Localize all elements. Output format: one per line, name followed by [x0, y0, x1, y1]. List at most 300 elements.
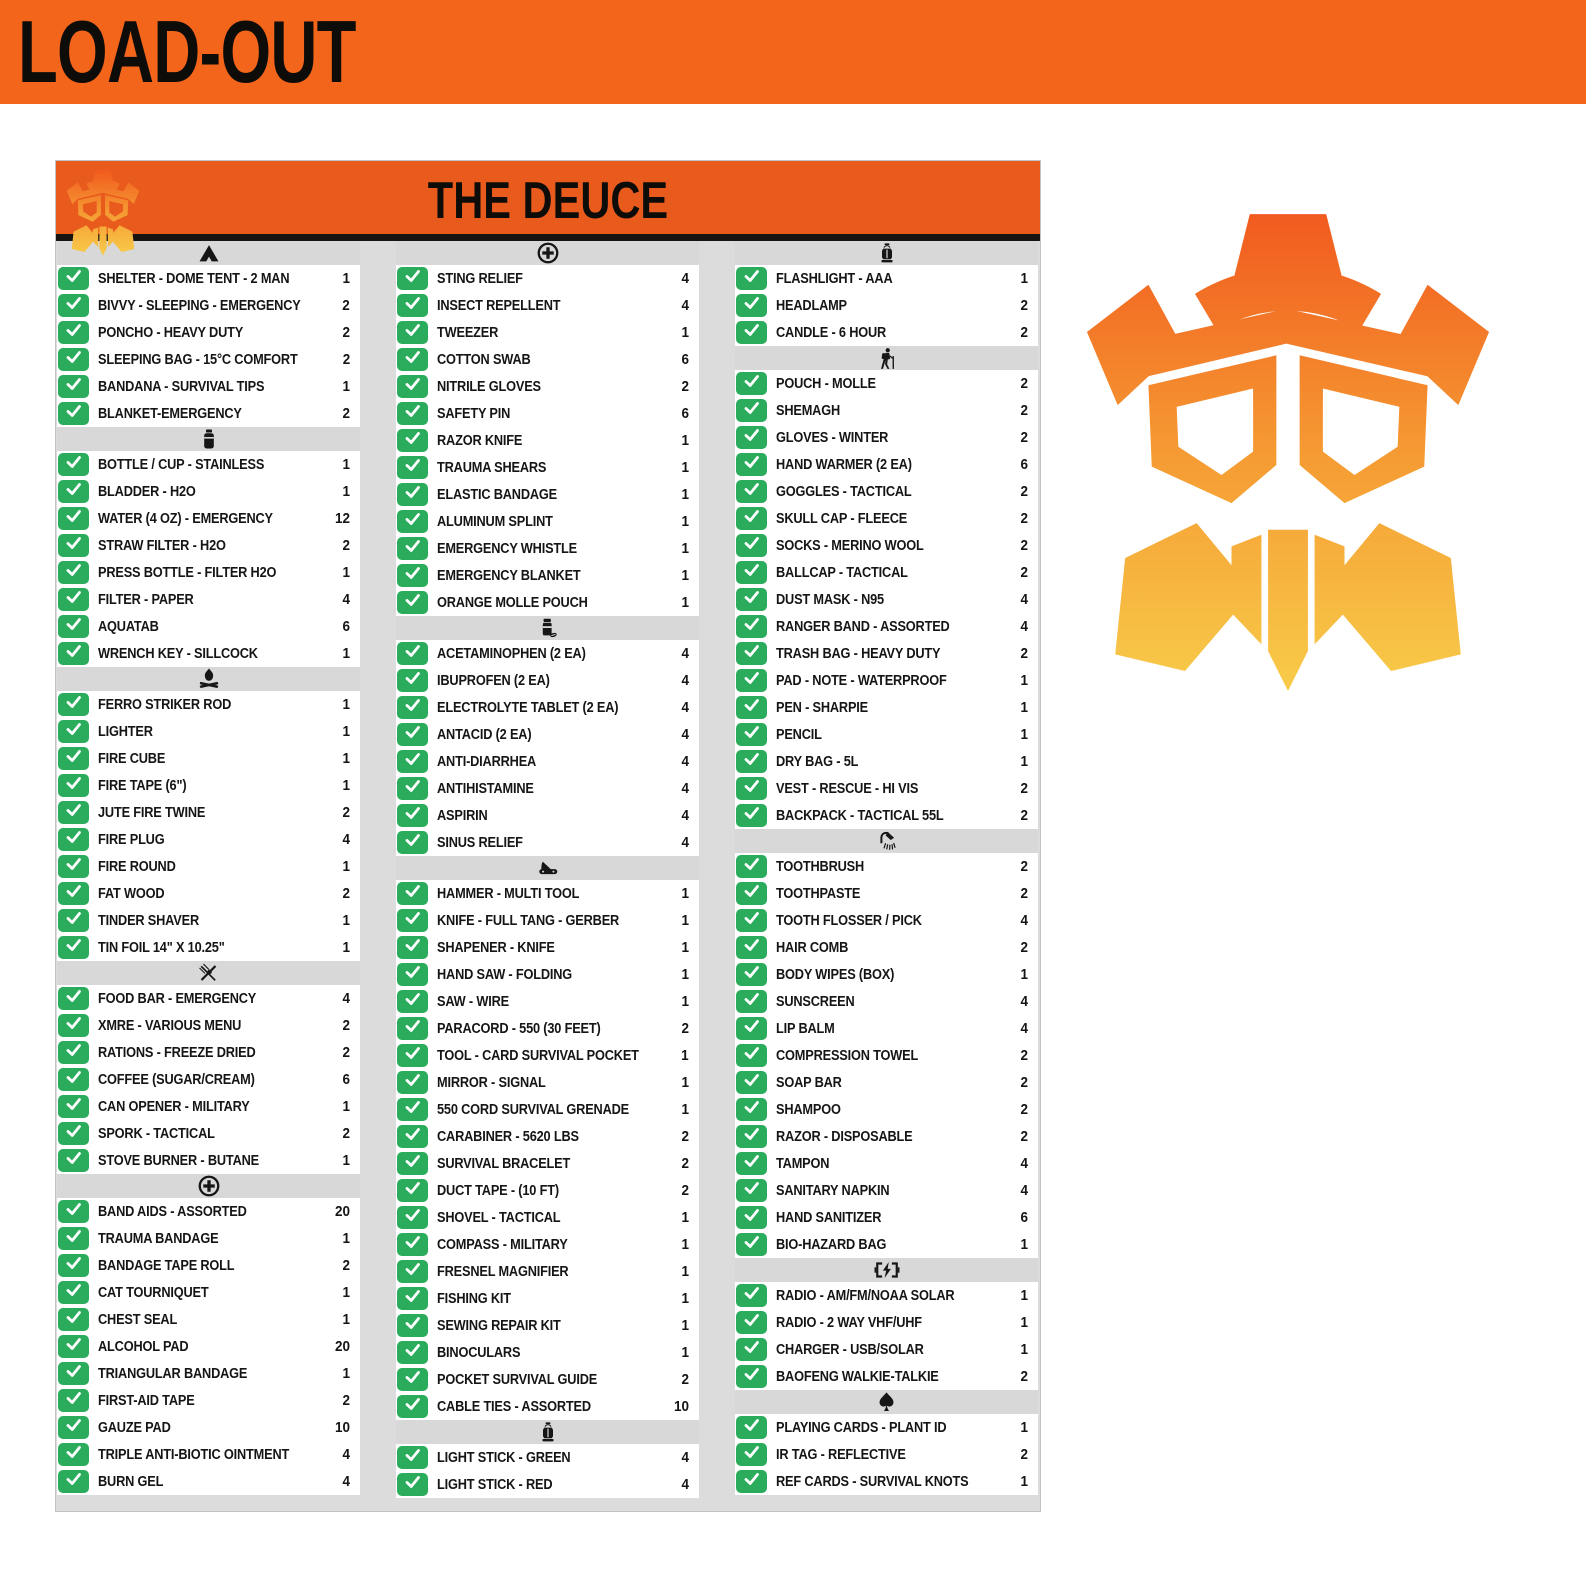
checkbox-checked[interactable] [397, 267, 428, 290]
check-icon [64, 1095, 84, 1118]
checkbox-checked[interactable] [736, 1311, 767, 1334]
checklist-row [396, 454, 699, 481]
checkbox-checked[interactable] [58, 747, 89, 770]
item-qty: 2 [342, 537, 350, 554]
checkbox-checked[interactable] [58, 1335, 89, 1358]
checklist-row [57, 1333, 360, 1360]
checkbox-checked[interactable] [58, 1014, 89, 1037]
item-qty: 2 [342, 1392, 350, 1409]
item-qty: 2 [342, 885, 350, 902]
item-qty: 4 [1020, 591, 1028, 608]
checkbox-checked[interactable] [58, 909, 89, 932]
check-icon [403, 591, 423, 614]
item-qty: 4 [1020, 1020, 1028, 1037]
check-icon [403, 1206, 423, 1229]
item-label: SANITARY NAPKIN [776, 1182, 890, 1199]
checklist-row [57, 1387, 360, 1414]
checkbox-checked[interactable] [736, 1470, 767, 1493]
check-icon [403, 882, 423, 905]
medical-cross-icon [198, 1175, 220, 1197]
checkbox-checked[interactable] [397, 1071, 428, 1094]
check-icon [742, 1470, 762, 1493]
section-header [396, 616, 699, 640]
checklist-row [735, 397, 1038, 424]
checklist-row [57, 745, 360, 772]
item-label: ORANGE MOLLE POUCH [437, 594, 588, 611]
checklist-row [735, 1150, 1038, 1177]
lantern-icon [538, 1421, 558, 1444]
item-label: FIRE CUBE [98, 750, 166, 767]
checkbox-checked[interactable] [397, 1260, 428, 1283]
checkbox-checked[interactable] [736, 426, 767, 449]
checklist-row [57, 586, 360, 613]
checkbox-checked[interactable] [736, 696, 767, 719]
checkbox-checked[interactable] [736, 882, 767, 905]
checkbox-checked[interactable] [736, 321, 767, 344]
check-icon [64, 1227, 84, 1250]
checkbox-checked[interactable] [58, 855, 89, 878]
item-label: INSECT REPELLENT [437, 297, 561, 314]
checkbox-checked[interactable] [397, 348, 428, 371]
checkbox-checked[interactable] [736, 294, 767, 317]
checkbox-checked[interactable] [736, 936, 767, 959]
item-label: WRENCH KEY - SILLCOCK [98, 645, 258, 662]
item-qty: 2 [1020, 1128, 1028, 1145]
checkbox-checked[interactable] [736, 534, 767, 557]
checklist-row [57, 985, 360, 1012]
item-label: ACETAMINOPHEN (2 EA) [437, 645, 586, 662]
checklist-row [735, 1096, 1038, 1123]
checkbox-checked[interactable] [397, 831, 428, 854]
checklist-row [396, 319, 699, 346]
checkbox-checked[interactable] [397, 1152, 428, 1175]
checkbox-checked[interactable] [58, 642, 89, 665]
checkbox-checked[interactable] [58, 1149, 89, 1172]
checkbox-checked[interactable] [58, 1227, 89, 1250]
checklist-column-3 [735, 241, 1038, 1506]
checkbox-checked[interactable] [397, 591, 428, 614]
checklist-row [396, 1204, 699, 1231]
checkbox-checked[interactable] [58, 1200, 89, 1223]
checkbox-checked[interactable] [58, 588, 89, 611]
checkbox-checked[interactable] [736, 855, 767, 878]
check-icon [403, 1260, 423, 1283]
checkbox-checked[interactable] [736, 507, 767, 530]
checkbox-checked[interactable] [58, 828, 89, 851]
checkbox-checked[interactable] [397, 1017, 428, 1040]
check-icon [742, 696, 762, 719]
check-icon [403, 348, 423, 371]
checkbox-checked[interactable] [736, 1338, 767, 1361]
checkbox-checked[interactable] [736, 1017, 767, 1040]
item-qty: 1 [342, 1365, 350, 1382]
item-qty: 2 [1020, 429, 1028, 446]
item-label: SHAMPOO [776, 1101, 841, 1118]
check-icon [403, 1017, 423, 1040]
checklist-row [57, 1012, 360, 1039]
item-qty: 4 [1020, 1182, 1028, 1199]
checklist-row [396, 1150, 699, 1177]
check-icon [64, 747, 84, 770]
item-label: TINDER SHAVER [98, 912, 199, 929]
checklist-row [735, 370, 1038, 397]
checkbox-checked[interactable] [736, 1098, 767, 1121]
checkbox-checked[interactable] [58, 1068, 89, 1091]
check-icon [742, 750, 762, 773]
checkbox-checked[interactable] [736, 1071, 767, 1094]
checkbox-checked[interactable] [736, 963, 767, 986]
item-label: POUCH - MOLLE [776, 375, 876, 392]
checkbox-checked[interactable] [397, 1395, 428, 1418]
item-qty: 2 [342, 804, 350, 821]
item-label: BIVVY - SLEEPING - EMERGENCY [98, 297, 301, 314]
checklist-row [396, 1258, 699, 1285]
item-qty: 4 [681, 753, 689, 770]
check-icon [742, 267, 762, 290]
checkbox-checked[interactable] [736, 1125, 767, 1148]
checklist-row [57, 772, 360, 799]
checkbox-checked[interactable] [58, 1041, 89, 1064]
checkbox-checked[interactable] [397, 537, 428, 560]
checkbox-checked[interactable] [736, 777, 767, 800]
checkbox-checked[interactable] [736, 480, 767, 503]
checkbox-checked[interactable] [397, 936, 428, 959]
campfire-icon [198, 668, 220, 690]
checkbox-checked[interactable] [397, 1233, 428, 1256]
item-label: FOOD BAR - EMERGENCY [98, 990, 257, 1007]
check-icon [403, 564, 423, 587]
item-label: CHARGER - USB/SOLAR [776, 1341, 924, 1358]
item-label: FERRO STRIKER ROD [98, 696, 232, 713]
item-qty: 1 [342, 1311, 350, 1328]
checklist-row [735, 319, 1038, 346]
item-label: NITRILE GLOVES [437, 378, 541, 395]
checkbox-checked[interactable] [397, 963, 428, 986]
item-qty: 4 [681, 672, 689, 689]
checkbox-checked[interactable] [397, 882, 428, 905]
item-label: ANTI-DIARRHEA [437, 753, 537, 770]
item-qty: 1 [342, 723, 350, 740]
check-icon [64, 855, 84, 878]
item-qty: 1 [681, 1344, 689, 1361]
checklist-row [735, 1123, 1038, 1150]
item-qty: 2 [342, 1017, 350, 1034]
checkbox-checked[interactable] [58, 1443, 89, 1466]
panel-header [56, 161, 1040, 241]
checklist-row [396, 1069, 699, 1096]
item-label: ELECTROLYTE TABLET (2 EA) [437, 699, 619, 716]
checkbox-checked[interactable] [58, 1281, 89, 1304]
checkbox-checked[interactable] [736, 990, 767, 1013]
item-qty: 2 [1020, 402, 1028, 419]
item-qty: 1 [342, 912, 350, 929]
item-label: COTTON SWAB [437, 351, 531, 368]
checkbox-checked[interactable] [397, 642, 428, 665]
item-label: IR TAG - REFLECTIVE [776, 1446, 906, 1463]
item-label: SAW - WIRE [437, 993, 509, 1010]
check-icon [403, 1098, 423, 1121]
check-icon [742, 882, 762, 905]
checkbox-checked[interactable] [397, 1473, 428, 1496]
checkbox-checked[interactable] [397, 750, 428, 773]
item-label: JUTE FIRE TWINE [98, 804, 206, 821]
checkbox-checked[interactable] [397, 1044, 428, 1067]
check-icon [403, 429, 423, 452]
checkbox-checked[interactable] [736, 669, 767, 692]
checkbox-checked[interactable] [397, 1446, 428, 1469]
section-header [57, 1174, 360, 1198]
check-icon [742, 936, 762, 959]
checkbox-checked[interactable] [397, 456, 428, 479]
checkbox-checked[interactable] [58, 1470, 89, 1493]
checklist-row [57, 640, 360, 667]
item-label: HAND SANITIZER [776, 1209, 882, 1226]
item-label: POCKET SURVIVAL GUIDE [437, 1371, 598, 1388]
checklist-row [57, 1468, 360, 1495]
checkbox-checked[interactable] [58, 1254, 89, 1277]
item-qty: 2 [681, 1020, 689, 1037]
check-icon [742, 723, 762, 746]
checkbox-checked[interactable] [397, 909, 428, 932]
checkbox-checked[interactable] [58, 936, 89, 959]
checkbox-checked[interactable] [397, 483, 428, 506]
check-icon [403, 321, 423, 344]
checkbox-checked[interactable] [58, 693, 89, 716]
item-qty: 2 [342, 1257, 350, 1274]
item-label: FLASHLIGHT - AAA [776, 270, 893, 287]
checkbox-checked[interactable] [58, 1389, 89, 1412]
check-icon [403, 1233, 423, 1256]
checkbox-checked[interactable] [58, 1416, 89, 1439]
check-icon [64, 348, 84, 371]
checkbox-checked[interactable] [58, 615, 89, 638]
check-icon [64, 882, 84, 905]
item-label: PRESS BOTTLE - FILTER H2O [98, 564, 277, 581]
checklist-row [57, 826, 360, 853]
checkbox-checked[interactable] [736, 1206, 767, 1229]
checkbox-checked[interactable] [58, 480, 89, 503]
item-label: PENCIL [776, 726, 822, 743]
check-icon [742, 294, 762, 317]
item-qty: 1 [342, 483, 350, 500]
checkbox-checked[interactable] [736, 1416, 767, 1439]
checkbox-checked[interactable] [58, 882, 89, 905]
checkbox-checked[interactable] [736, 1443, 767, 1466]
checkbox-checked[interactable] [58, 1122, 89, 1145]
checkbox-checked[interactable] [58, 1308, 89, 1331]
checkbox-checked[interactable] [58, 375, 89, 398]
checklist-row [396, 1312, 699, 1339]
item-label: TAMPON [776, 1155, 830, 1172]
checkbox-checked[interactable] [736, 642, 767, 665]
item-qty: 1 [681, 513, 689, 530]
checklist-row [396, 1339, 699, 1366]
item-label: SURVIVAL BRACELET [437, 1155, 571, 1172]
checkbox-checked[interactable] [736, 1152, 767, 1175]
checklist-row [396, 427, 699, 454]
checkbox-checked[interactable] [58, 561, 89, 584]
check-icon [64, 720, 84, 743]
checklist-row [57, 1066, 360, 1093]
item-qty: 1 [1020, 726, 1028, 743]
item-qty: 1 [342, 378, 350, 395]
checkbox-checked[interactable] [58, 1095, 89, 1118]
checkbox-checked[interactable] [58, 294, 89, 317]
checkbox-checked[interactable] [58, 987, 89, 1010]
checkbox-checked[interactable] [397, 510, 428, 533]
checklist-row [735, 961, 1038, 988]
item-qty: 1 [342, 777, 350, 794]
item-qty: 2 [342, 1125, 350, 1142]
checklist-row [735, 586, 1038, 613]
checkbox-checked[interactable] [736, 453, 767, 476]
check-icon [403, 777, 423, 800]
checkbox-checked[interactable] [58, 321, 89, 344]
item-label: BODY WIPES (BOX) [776, 966, 895, 983]
checklist-row [735, 880, 1038, 907]
checklist-row [735, 907, 1038, 934]
checkbox-checked[interactable] [736, 1044, 767, 1067]
check-icon [403, 294, 423, 317]
check-icon [742, 1416, 762, 1439]
item-label: BLADDER - H2O [98, 483, 196, 500]
checklist-row [396, 961, 699, 988]
item-label: SOAP BAR [776, 1074, 842, 1091]
checklist-row [735, 988, 1038, 1015]
checkbox-checked[interactable] [736, 1365, 767, 1388]
item-label: RADIO - 2 WAY VHF/UHF [776, 1314, 922, 1331]
check-icon [64, 1254, 84, 1277]
item-qty: 4 [681, 807, 689, 824]
check-icon [403, 1179, 423, 1202]
checkbox-checked[interactable] [736, 615, 767, 638]
item-label: FRESNEL MAGNIFIER [437, 1263, 569, 1280]
item-qty: 2 [1020, 1047, 1028, 1064]
item-qty: 1 [342, 1230, 350, 1247]
checkbox-checked[interactable] [397, 777, 428, 800]
item-label: CANDLE - 6 HOUR [776, 324, 887, 341]
checkbox-checked[interactable] [397, 1125, 428, 1148]
checkbox-checked[interactable] [397, 1179, 428, 1202]
check-icon [64, 1149, 84, 1172]
checklist-row [57, 691, 360, 718]
checkbox-checked[interactable] [58, 267, 89, 290]
checkbox-checked[interactable] [58, 1362, 89, 1385]
checkbox-checked[interactable] [736, 399, 767, 422]
checkbox-checked[interactable] [736, 372, 767, 395]
checkbox-checked[interactable] [397, 321, 428, 344]
checkbox-checked[interactable] [397, 564, 428, 587]
checklist-row [57, 319, 360, 346]
checkbox-checked[interactable] [397, 375, 428, 398]
checkbox-checked[interactable] [736, 1179, 767, 1202]
checkbox-checked[interactable] [58, 507, 89, 530]
checkbox-checked[interactable] [397, 1314, 428, 1337]
checklist-row [396, 1096, 699, 1123]
checkbox-checked[interactable] [397, 1206, 428, 1229]
checkbox-checked[interactable] [58, 402, 89, 425]
checkbox-checked[interactable] [397, 402, 428, 425]
checklist-row [735, 640, 1038, 667]
checklist-row [735, 802, 1038, 829]
checkbox-checked[interactable] [397, 1341, 428, 1364]
checklist-row [735, 1309, 1038, 1336]
item-qty: 1 [1020, 1419, 1028, 1436]
item-label: GAUZE PAD [98, 1419, 171, 1436]
item-label: SAFETY PIN [437, 405, 511, 422]
checklist-row [396, 775, 699, 802]
checkbox-checked[interactable] [397, 723, 428, 746]
checklist-row [735, 505, 1038, 532]
item-qty: 6 [1020, 456, 1028, 473]
checklist-row [57, 400, 360, 427]
checklist-row [57, 880, 360, 907]
item-label: BANDAGE TAPE ROLL [98, 1257, 235, 1274]
item-qty: 4 [342, 990, 350, 1007]
checkbox-checked[interactable] [58, 801, 89, 824]
item-qty: 1 [342, 750, 350, 767]
checkbox-checked[interactable] [736, 804, 767, 827]
check-icon [403, 723, 423, 746]
checkbox-checked[interactable] [736, 750, 767, 773]
item-qty: 4 [342, 831, 350, 848]
checkbox-checked[interactable] [397, 294, 428, 317]
check-icon [742, 1098, 762, 1121]
checkbox-checked[interactable] [58, 720, 89, 743]
item-qty: 4 [342, 591, 350, 608]
checkbox-checked[interactable] [736, 723, 767, 746]
section-header [57, 667, 360, 691]
check-icon [403, 696, 423, 719]
check-icon [64, 1308, 84, 1331]
checkbox-checked[interactable] [736, 588, 767, 611]
checkbox-checked[interactable] [397, 1287, 428, 1310]
checkbox-checked[interactable] [397, 669, 428, 692]
checkbox-checked[interactable] [736, 1284, 767, 1307]
item-qty: 1 [1020, 699, 1028, 716]
checklist-row [57, 1252, 360, 1279]
checklist-row [396, 1366, 699, 1393]
checkbox-checked[interactable] [736, 267, 767, 290]
checkbox-checked[interactable] [736, 1233, 767, 1256]
checkbox-checked[interactable] [58, 774, 89, 797]
checkbox-checked[interactable] [58, 453, 89, 476]
checkbox-checked[interactable] [58, 534, 89, 557]
item-qty: 1 [681, 1047, 689, 1064]
item-qty: 2 [1020, 510, 1028, 527]
check-icon [64, 828, 84, 851]
checkbox-checked[interactable] [736, 561, 767, 584]
checklist-row [735, 532, 1038, 559]
checkbox-checked[interactable] [58, 348, 89, 371]
item-qty: 1 [1020, 1473, 1028, 1490]
checkbox-checked[interactable] [397, 1368, 428, 1391]
checkbox-checked[interactable] [397, 804, 428, 827]
checkbox-checked[interactable] [736, 909, 767, 932]
item-label: FILTER - PAPER [98, 591, 194, 608]
check-icon [742, 804, 762, 827]
checkbox-checked[interactable] [397, 696, 428, 719]
checkbox-checked[interactable] [397, 990, 428, 1013]
item-label: CAN OPENER - MILITARY [98, 1098, 250, 1115]
item-label: WATER (4 OZ) - EMERGENCY [98, 510, 273, 527]
check-icon [742, 426, 762, 449]
check-icon [403, 936, 423, 959]
checkbox-checked[interactable] [397, 1098, 428, 1121]
checkbox-checked[interactable] [397, 429, 428, 452]
item-label: ASPIRIN [437, 807, 488, 824]
check-icon [64, 642, 84, 665]
